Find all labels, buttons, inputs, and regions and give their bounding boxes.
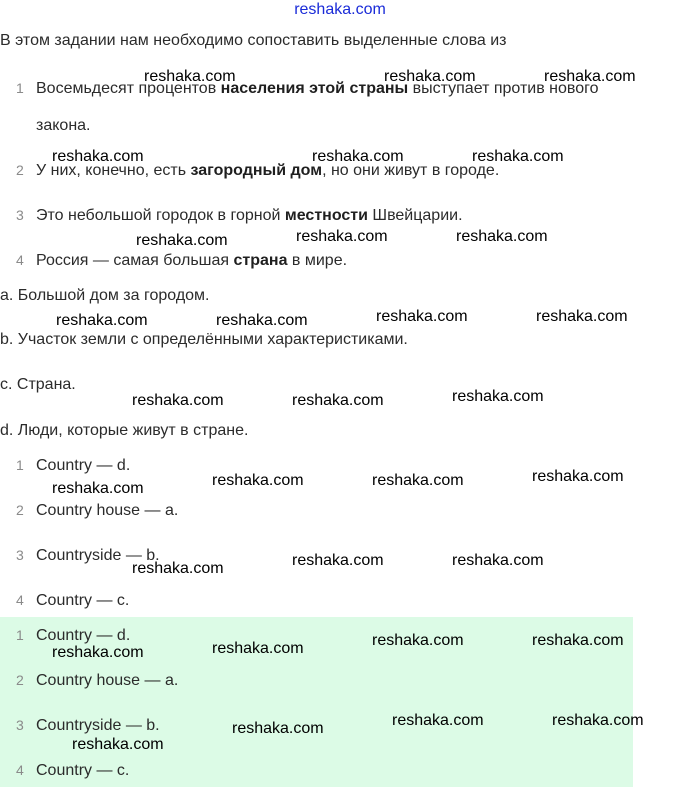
answer-text: Country — d. (36, 457, 131, 474)
item-number: 1 (16, 457, 24, 473)
answer-text: Country — d. (36, 627, 131, 644)
watermark: reshaka.com (132, 560, 224, 577)
highlighted-word: населения этой страны (220, 80, 409, 97)
item-number: 3 (16, 547, 24, 563)
watermark: reshaka.com (52, 480, 144, 497)
answer-text: Countryside — b. (36, 717, 160, 734)
watermark: reshaka.com (144, 68, 236, 85)
watermark: reshaka.com (452, 552, 544, 569)
answer-text: Country house — a. (36, 502, 179, 519)
definition-c: c. Страна. (0, 376, 76, 393)
definition-a: a. Большой дом за городом. (0, 287, 210, 304)
watermark: reshaka.com (52, 148, 144, 165)
sentence-text: в мире. (287, 252, 348, 269)
answer-text: Country house — a. (36, 672, 179, 689)
intro-text: В этом задании нам необходимо сопоставить выделенные слова из (0, 32, 507, 49)
watermark: reshaka.com (52, 644, 144, 661)
watermark: reshaka.com (376, 308, 468, 325)
watermark: reshaka.com (136, 232, 228, 249)
item-number: 2 (16, 672, 24, 688)
watermark: reshaka.com (544, 68, 636, 85)
watermark: reshaka.com (456, 228, 548, 245)
watermark: reshaka.com (232, 720, 324, 737)
watermark: reshaka.com (56, 312, 148, 329)
watermark: reshaka.com (372, 632, 464, 649)
site-title[interactable]: reshaka.com (294, 1, 386, 18)
definition-b: b. Участок земли с определёнными характеристиками. (0, 331, 408, 348)
watermark: reshaka.com (212, 640, 304, 657)
sentence-text: выступает против нового (408, 80, 599, 97)
sentence-text: закона. (36, 117, 91, 134)
highlighted-word: загородный дом (190, 162, 323, 179)
item-number: 4 (16, 762, 24, 778)
watermark: reshaka.com (312, 148, 404, 165)
item-number: 1 (16, 80, 24, 96)
watermark: reshaka.com (452, 388, 544, 405)
watermark: reshaka.com (212, 472, 304, 489)
watermark: reshaka.com (532, 468, 624, 485)
watermark: reshaka.com (292, 552, 384, 569)
item-number: 1 (16, 627, 24, 643)
highlighted-word: местности (284, 207, 368, 224)
sentence-text: Россия — самая большая (36, 252, 234, 269)
definition-d: d. Люди, которые живут в стране. (0, 422, 249, 439)
watermark: reshaka.com (532, 632, 624, 649)
watermark: reshaka.com (384, 68, 476, 85)
watermark: reshaka.com (292, 392, 384, 409)
item-number: 4 (16, 252, 24, 268)
sentence-text: У них, конечно, есть (36, 162, 191, 179)
sentence-text: Восемьдесят процентов (36, 80, 221, 97)
highlighted-word: страна (233, 252, 288, 269)
sentence-text: Это небольшой городок в горной (36, 207, 285, 224)
sentence-text: Швейцарии. (367, 207, 463, 224)
watermark: reshaka.com (72, 736, 164, 753)
watermark: reshaka.com (392, 712, 484, 729)
item-number: 3 (16, 717, 24, 733)
watermark: reshaka.com (552, 712, 644, 729)
item-number: 2 (16, 502, 24, 518)
watermark: reshaka.com (216, 312, 308, 329)
watermark: reshaka.com (536, 308, 628, 325)
item-number: 4 (16, 592, 24, 608)
watermark: reshaka.com (296, 228, 388, 245)
sentence-text: , но они живут в городе. (322, 162, 500, 179)
watermark: reshaka.com (372, 472, 464, 489)
watermark: reshaka.com (472, 148, 564, 165)
item-number: 2 (16, 162, 24, 178)
watermark: reshaka.com (132, 392, 224, 409)
answer-text: Country — c. (36, 762, 130, 779)
answer-text: Countryside — b. (36, 547, 160, 564)
answer-text: Country — c. (36, 592, 130, 609)
item-number: 3 (16, 207, 24, 223)
